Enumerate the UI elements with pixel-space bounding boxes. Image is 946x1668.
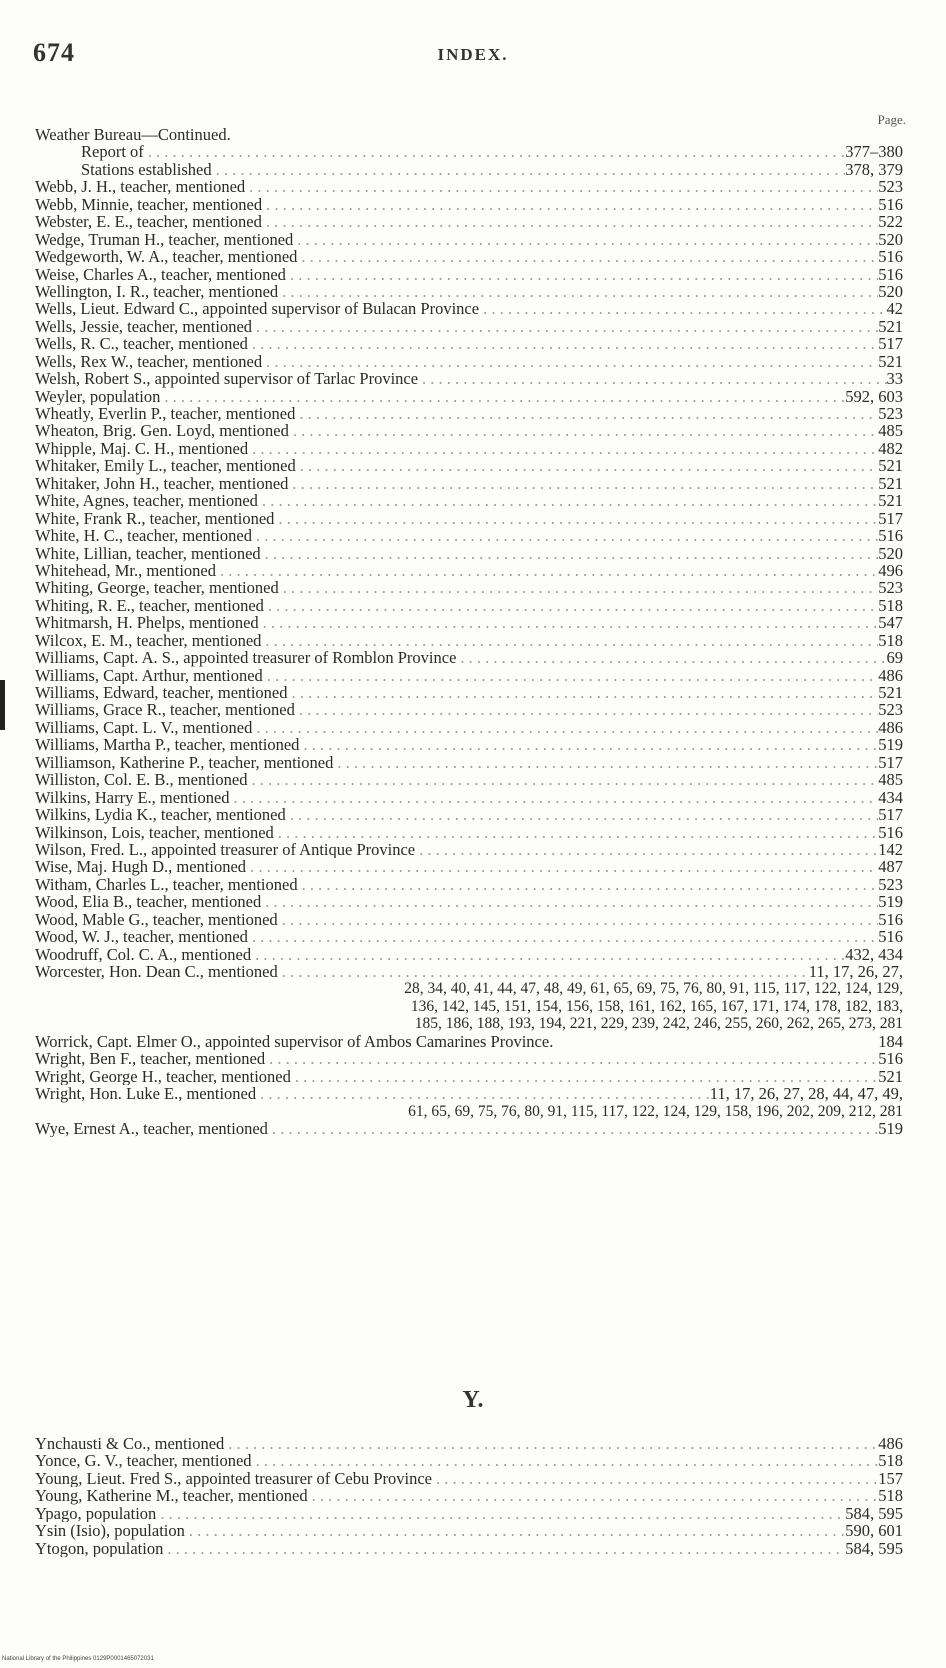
- leader-dots: [252, 1452, 879, 1469]
- index-entry: [35, 1068, 903, 1085]
- index-entry-continuation: 28, 34, 40, 41, 44, 47, 48, 49, 61, 65, 69, 75, 76, 80, 91, 115, 117, 122, 124, 129,: [404, 980, 903, 998]
- entry-pages: 11, 17, 26, 27,: [808, 963, 903, 981]
- entry-name: Williams, Capt. L. V., mentioned: [35, 718, 253, 737]
- leader-dots: [274, 510, 878, 527]
- index-entry: [35, 1120, 903, 1137]
- entry-name: Wells, R. C., teacher, mentioned: [35, 335, 248, 353]
- entry-pages: 519: [878, 736, 903, 754]
- entry-name: Weise, Charles A., teacher, mentioned: [35, 265, 286, 283]
- entry-pages: 486: [878, 1435, 903, 1453]
- entry-pages: 11, 17, 26, 27, 28, 44, 47, 49,: [709, 1085, 903, 1103]
- leader-dots: [262, 353, 878, 370]
- index-entry: [35, 492, 903, 509]
- index-entry: [35, 1505, 903, 1522]
- entry-pages: 516: [878, 823, 903, 841]
- index-entry: [35, 300, 903, 317]
- index-entry: [35, 1470, 903, 1487]
- index-entry: [35, 597, 903, 614]
- entry-name: Williams, Capt. Arthur, mentioned: [35, 666, 263, 684]
- leader-dots: [291, 1068, 878, 1085]
- entry-pages: 482: [878, 439, 903, 458]
- index-entry: [35, 545, 903, 562]
- entry-pages: 485: [878, 771, 903, 789]
- entry-name: Ynchausti & Co., mentioned: [35, 1435, 225, 1453]
- index-entry: [35, 1085, 903, 1102]
- entry-name: Williamson, Katherine P., teacher, mentioned: [35, 753, 334, 772]
- leader-dots: [262, 196, 878, 213]
- entry-pages: 516: [878, 527, 903, 545]
- page-number: 674: [33, 38, 75, 67]
- leader-dots: [258, 492, 878, 509]
- entry-pages: 517: [878, 509, 903, 528]
- leader-dots: [216, 562, 878, 579]
- leader-dots: [415, 841, 878, 858]
- entry-name: Wilson, Fred. L., appointed treasurer of Antique Province: [35, 840, 416, 859]
- index-entries-y: [35, 1435, 903, 1557]
- leader-dots: [185, 1522, 845, 1539]
- entry-pages: 520: [878, 544, 903, 562]
- entry-pages: 519: [878, 1119, 903, 1138]
- entry-name: Wright, Hon. Luke E., mentioned: [35, 1085, 257, 1103]
- index-entry: [35, 126, 903, 143]
- leader-dots: [264, 597, 878, 614]
- entry-pages: 486: [878, 718, 903, 737]
- index-entry: [35, 562, 903, 579]
- scan-credit: National Library of the Philippines 0129P0001465072031: [2, 1656, 154, 1662]
- entry-pages: 69: [886, 649, 903, 667]
- leader-dots: [456, 649, 886, 666]
- leader-dots: [286, 266, 878, 283]
- index-entry: [35, 510, 903, 527]
- entry-pages: 486: [878, 666, 903, 684]
- leader-dots: [432, 1470, 878, 1487]
- index-entry: [35, 806, 903, 823]
- entry-pages: 523: [878, 405, 903, 423]
- index-entry: [35, 1540, 903, 1557]
- index-entry: [35, 614, 903, 631]
- index-entry: [35, 667, 903, 684]
- index-entry-continuation: 185, 186, 188, 193, 194, 221, 229, 239, 242, 246, 255, 260, 262, 265, 273, 281: [414, 1015, 903, 1033]
- index-subentry: [35, 143, 903, 160]
- entry-name: Whitehead, Mr., mentioned: [35, 561, 216, 580]
- leader-dots: [268, 1120, 878, 1137]
- entry-name: Stations established: [81, 160, 212, 179]
- leader-dots: [245, 178, 878, 195]
- leader-dots: [246, 858, 878, 875]
- entry-name: Witham, Charles L., teacher, mentioned: [35, 875, 298, 894]
- index-entry: [35, 283, 903, 300]
- entry-name: Wood, Elia B., teacher, mentioned: [35, 893, 262, 911]
- entry-name: Webster, E. E., teacher, mentioned: [35, 213, 262, 231]
- index-entry: [35, 231, 903, 248]
- index-subentry: [35, 161, 903, 178]
- leader-dots: [261, 632, 878, 649]
- entry-pages: 592, 603: [845, 387, 903, 405]
- entry-name: Ysin (Isio), population: [35, 1522, 185, 1540]
- entry-pages: 590, 601: [845, 1522, 903, 1540]
- index-entry: [35, 213, 903, 230]
- index-entry: [35, 475, 903, 492]
- entry-pages: 496: [878, 561, 903, 580]
- entry-name: Young, Lieut. Fred S., appointed treasurer of Cebu Province: [35, 1469, 433, 1488]
- entry-name: Webb, J. H., teacher, mentioned: [35, 178, 246, 196]
- entry-pages: 584, 595: [845, 1504, 903, 1523]
- entry-name: Wilkins, Harry E., mentioned: [35, 788, 230, 807]
- entry-pages: 157: [878, 1469, 903, 1488]
- index-entry: [35, 771, 903, 788]
- entry-pages: 42: [886, 300, 903, 318]
- entry-name: Worcester, Hon. Dean C., mentioned: [35, 963, 278, 981]
- leader-dots: [248, 335, 878, 352]
- leader-dots: [479, 300, 886, 317]
- entry-pages: 516: [878, 910, 903, 929]
- index-entry: [35, 1487, 903, 1504]
- index-entry: [35, 422, 903, 439]
- scan-margin-mark: [0, 680, 5, 730]
- entry-name: Wells, Lieut. Edward C., appointed supervisor of Bulacan Province: [35, 300, 480, 318]
- index-entry: [35, 858, 903, 875]
- leader-dots: [297, 248, 878, 265]
- entry-name: Wedge, Truman H., teacher, mentioned: [35, 230, 294, 249]
- entry-pages: 523: [878, 178, 903, 196]
- entry-pages: 523: [878, 701, 903, 719]
- entry-pages: 517: [878, 335, 903, 353]
- index-entry: [35, 196, 903, 213]
- entry-name: Whiting, George, teacher, mentioned: [35, 579, 279, 597]
- leader-dots: [274, 824, 878, 841]
- entry-name: Wise, Maj. Hugh D., mentioned: [35, 858, 247, 876]
- entry-pages: 521: [878, 457, 903, 475]
- entry-name: Wye, Ernest A., teacher, mentioned: [35, 1119, 268, 1138]
- leader-dots: [160, 388, 845, 405]
- index-entry: [35, 335, 903, 352]
- running-head: INDEX.: [437, 45, 509, 64]
- entry-name: Williams, Martha P., teacher, mentioned: [35, 736, 300, 754]
- leader-dots: [308, 1487, 879, 1504]
- entry-name: Wellington, I. R., teacher, mentioned: [35, 282, 279, 301]
- entry-name: Yonce, G. V., teacher, mentioned: [35, 1452, 252, 1470]
- section-heading-y: Y.: [462, 1387, 484, 1413]
- entry-pages: 521: [878, 1067, 903, 1086]
- leader-dots: [288, 684, 879, 701]
- index-entry: [35, 649, 903, 666]
- index-entry-continuation: 61, 65, 69, 75, 76, 80, 91, 115, 117, 122, 124, 129, 158, 196, 202, 209, 212, 281: [408, 1102, 903, 1120]
- entry-pages: 547: [878, 614, 903, 632]
- leader-dots: [278, 911, 879, 928]
- leader-dots: [252, 527, 878, 544]
- entry-name: White, H. C., teacher, mentioned: [35, 527, 252, 545]
- leader-dots: [333, 754, 878, 771]
- entry-name: Ypago, population: [35, 1504, 157, 1523]
- entry-pages: 521: [878, 492, 903, 510]
- leader-dots: [298, 876, 879, 893]
- index-entry-continuation: 136, 142, 145, 151, 154, 156, 158, 161, 162, 165, 167, 171, 174, 178, 182, 183,: [410, 997, 903, 1015]
- entry-name: Welsh, Robert S., appointed supervisor of Tarlac Province: [35, 370, 419, 388]
- entry-pages: 516: [878, 1050, 903, 1068]
- index-entry: [35, 946, 903, 963]
- index-entry: [35, 1522, 903, 1539]
- index-entry: [35, 388, 903, 405]
- leader-dots: [295, 701, 878, 718]
- entry-pages: 522: [878, 213, 903, 231]
- entry-name: Weather Bureau—Continued.: [35, 126, 231, 144]
- entry-pages: 516: [878, 248, 903, 266]
- entry-pages: 521: [878, 684, 903, 702]
- entry-pages: 432, 434: [845, 945, 903, 963]
- entry-pages: 516: [878, 928, 903, 946]
- index-entry: [35, 370, 903, 387]
- leader-dots: [156, 1505, 845, 1522]
- leader-dots: [296, 457, 879, 474]
- entry-pages: 523: [878, 579, 903, 597]
- index-entry: [35, 754, 903, 771]
- leader-dots: [230, 789, 879, 806]
- entry-pages: 517: [878, 806, 903, 824]
- index-entry: [35, 457, 903, 474]
- entry-name: Whitmarsh, H. Phelps, mentioned: [35, 614, 259, 632]
- entry-name: Wood, W. J., teacher, mentioned: [35, 928, 248, 946]
- index-entry: [35, 841, 903, 858]
- entry-pages: 518: [878, 1487, 903, 1505]
- entry-pages: 518: [878, 1452, 903, 1470]
- index-entry: [35, 579, 903, 596]
- index-entry: [35, 928, 903, 945]
- leader-dots: [262, 213, 878, 230]
- index-entry: [35, 701, 903, 718]
- index-entry: [35, 789, 903, 806]
- leader-dots: [261, 893, 878, 910]
- leader-dots: [279, 579, 879, 596]
- entry-pages: 521: [878, 317, 903, 336]
- entry-name: Wilcox, E. M., teacher, mentioned: [35, 631, 262, 650]
- leader-dots: [248, 440, 878, 457]
- entry-name: Young, Katherine M., teacher, mentioned: [35, 1487, 308, 1505]
- entry-name: Worrick, Capt. Elmer O., appointed supervisor of Ambos Camarines Province.: [35, 1032, 554, 1051]
- entry-name: Wheatly, Everlin P., teacher, mentioned: [35, 405, 296, 423]
- entry-pages: 142: [878, 840, 903, 859]
- leader-dots: [248, 928, 878, 945]
- entry-name: Whitaker, John H., teacher, mentioned: [35, 474, 289, 493]
- entry-name: Wells, Jessie, teacher, mentioned: [35, 317, 253, 336]
- entry-name: Whipple, Maj. C. H., mentioned: [35, 439, 249, 458]
- index-entry: [35, 736, 903, 753]
- entry-name: White, Frank R., teacher, mentioned: [35, 509, 275, 528]
- entry-pages: 516: [878, 195, 903, 214]
- index-entry: [35, 440, 903, 457]
- page-column-label: Page.: [877, 112, 906, 127]
- entry-pages: 516: [878, 265, 903, 283]
- entry-name: Williams, Grace R., teacher, mentioned: [35, 701, 295, 719]
- index-entry: [35, 405, 903, 422]
- index-entry: [35, 178, 903, 195]
- leader-dots: [252, 318, 878, 335]
- entry-name: Wells, Rex W., teacher, mentioned: [35, 352, 263, 371]
- entry-pages: 521: [878, 474, 903, 493]
- leader-dots: [265, 1050, 878, 1067]
- entry-name: Williams, Capt. A. S., appointed treasurer of Romblon Province: [35, 649, 457, 667]
- entry-name: Wright, Ben F., teacher, mentioned: [35, 1050, 266, 1068]
- leader-dots: [247, 771, 878, 788]
- entry-name: Weyler, population: [35, 387, 161, 405]
- index-entry: [35, 1435, 903, 1452]
- entry-name: Wedgeworth, W. A., teacher, mentioned: [35, 248, 298, 266]
- index-entry: [35, 1033, 903, 1050]
- leader-dots: [278, 283, 878, 300]
- entry-name: Williams, Edward, teacher, mentioned: [35, 684, 288, 702]
- leader-dots: [163, 1540, 845, 1557]
- leader-dots: [288, 475, 878, 492]
- entry-name: Webb, Minnie, teacher, mentioned: [35, 195, 263, 214]
- entry-name: Woodruff, Col. C. A., mentioned: [35, 945, 252, 963]
- leader-dots: [289, 422, 878, 439]
- index-entry: [35, 719, 903, 736]
- leader-dots: [259, 614, 879, 631]
- leader-dots: [224, 1435, 878, 1452]
- leader-dots: [263, 667, 878, 684]
- entry-pages: 584, 595: [845, 1539, 903, 1558]
- index-entry: [35, 684, 903, 701]
- leader-dots: [295, 405, 878, 422]
- entry-name: Williston, Col. E. B., mentioned: [35, 771, 248, 789]
- entry-name: White, Agnes, teacher, mentioned: [35, 492, 258, 510]
- entry-name: Ytogon, population: [35, 1539, 164, 1558]
- index-entry: [35, 824, 903, 841]
- entry-pages: 521: [878, 352, 903, 371]
- leader-dots: [418, 370, 886, 387]
- index-entry: [35, 1050, 903, 1067]
- entry-pages: 519: [878, 893, 903, 911]
- leader-dots: [299, 736, 878, 753]
- entry-name: Wheaton, Brig. Gen. Loyd, mentioned: [35, 422, 289, 440]
- leader-dots: [251, 946, 845, 963]
- leader-dots: [261, 545, 879, 562]
- entry-pages: 485: [878, 422, 903, 440]
- entry-name: Whitaker, Emily L., teacher, mentioned: [35, 457, 296, 475]
- index-entry: [35, 527, 903, 544]
- leader-dots: [212, 161, 846, 178]
- entry-pages: 517: [878, 753, 903, 772]
- entry-name: Report of: [81, 143, 144, 161]
- entry-pages: 378, 379: [845, 160, 903, 179]
- index-entry: [35, 911, 903, 928]
- leader-dots: [252, 719, 878, 736]
- leader-dots: [293, 231, 878, 248]
- entry-pages: 523: [878, 875, 903, 894]
- index-entry: [35, 353, 903, 370]
- entry-name: White, Lillian, teacher, mentioned: [35, 544, 261, 562]
- entry-name: Wood, Mable G., teacher, mentioned: [35, 910, 278, 929]
- entry-pages: 33: [886, 370, 903, 388]
- entry-name: Wilkinson, Lois, teacher, mentioned: [35, 823, 274, 841]
- entry-name: Wright, George H., teacher, mentioned: [35, 1067, 291, 1086]
- leader-dots: [278, 963, 809, 980]
- entry-name: Wilkins, Lydia K., teacher, mentioned: [35, 806, 286, 824]
- entry-pages: 518: [878, 631, 903, 650]
- index-entry: [35, 248, 903, 265]
- index-entry: [35, 876, 903, 893]
- entry-pages: 518: [878, 596, 903, 615]
- index-entry: [35, 266, 903, 283]
- entry-pages: 184: [878, 1032, 903, 1051]
- entry-pages: 434: [878, 788, 903, 807]
- entry-pages: 520: [878, 282, 903, 301]
- leader-dots: [144, 143, 845, 160]
- entry-pages: 487: [878, 858, 903, 876]
- entry-pages: 520: [878, 230, 903, 249]
- entry-pages: 377–380: [845, 143, 903, 161]
- index-entries-w: [35, 126, 903, 1137]
- entry-name: Whiting, R. E., teacher, mentioned: [35, 596, 264, 615]
- leader-dots: [256, 1085, 710, 1102]
- index-entry: [35, 893, 903, 910]
- index-entry: [35, 632, 903, 649]
- leader-dots: [286, 806, 879, 823]
- index-entry: [35, 318, 903, 335]
- index-entry: [35, 963, 903, 980]
- index-entry: [35, 1452, 903, 1469]
